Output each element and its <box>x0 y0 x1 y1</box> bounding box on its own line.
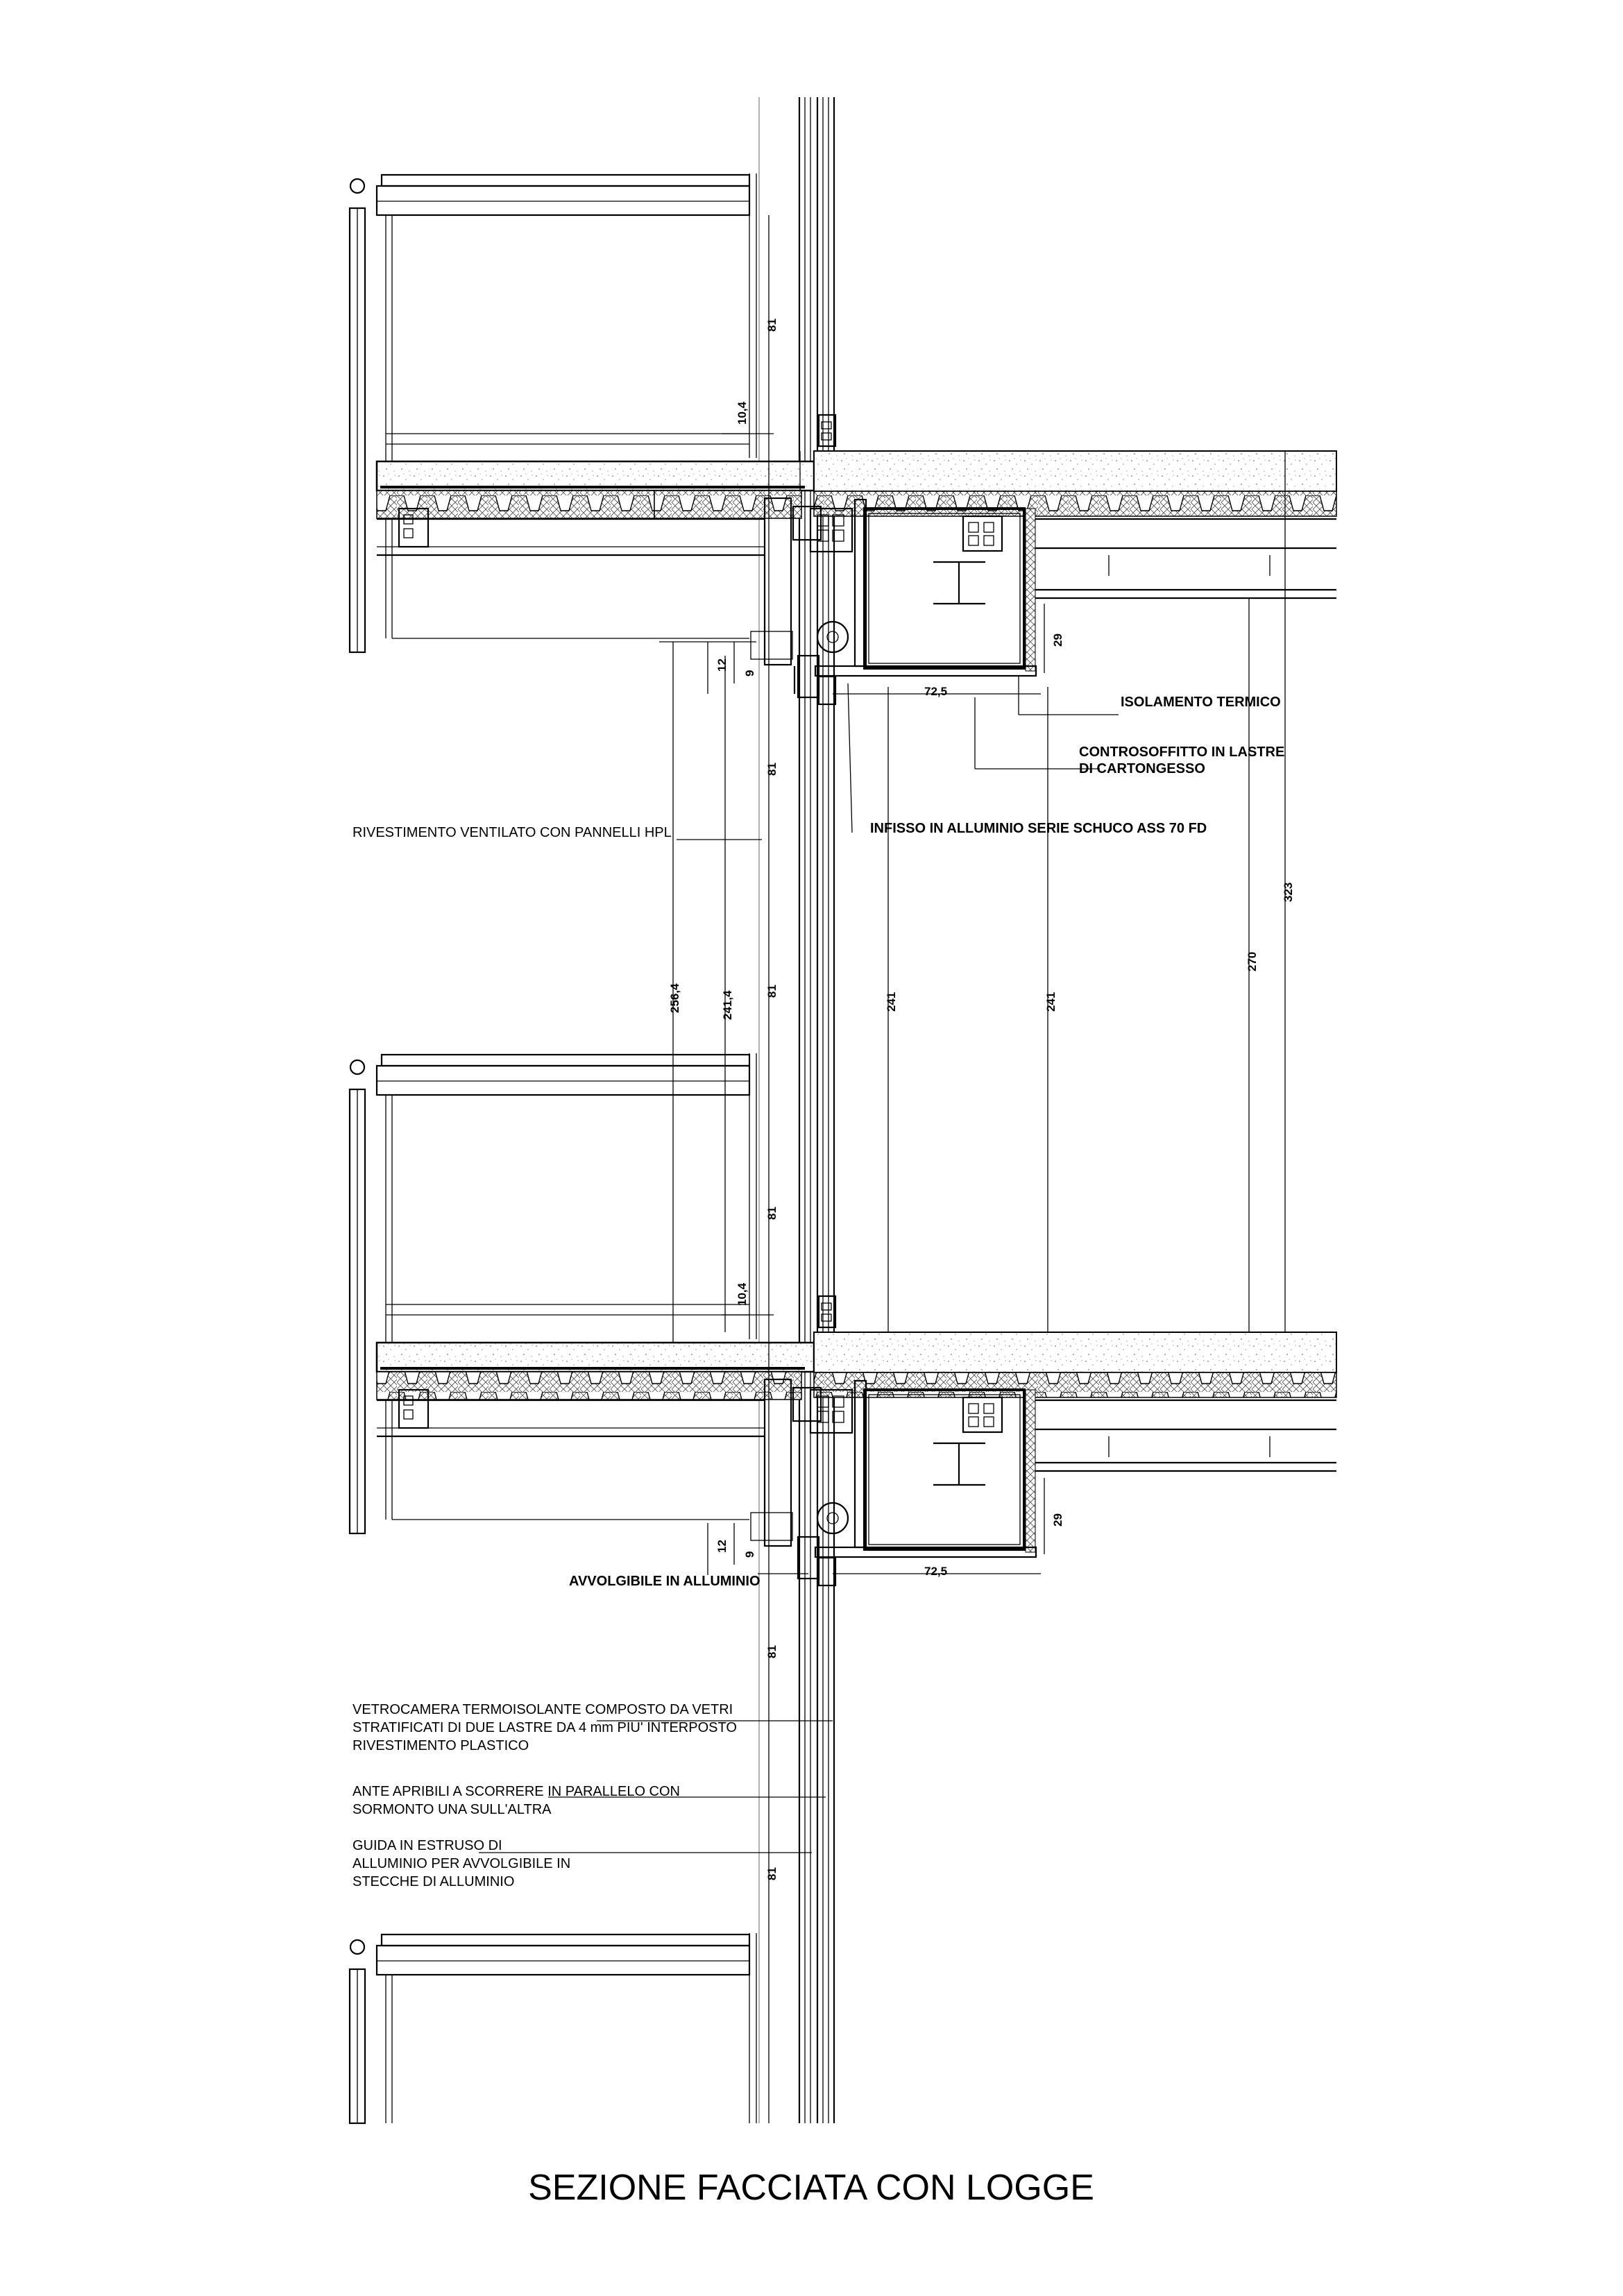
dim-81-b: 81 <box>765 763 779 776</box>
loggia-bay-middle <box>350 1053 1336 1585</box>
label-guida-line3: STECCHE DI ALLUMINIO <box>352 1874 515 1889</box>
dim-323: 323 <box>1282 882 1295 902</box>
loggia-bay-upper <box>350 173 1336 704</box>
label-controsoffitto-line2: DI CARTONGESSO <box>1079 761 1205 776</box>
label-isolamento-termico: ISOLAMENTO TERMICO <box>1121 695 1281 710</box>
drawing-title: SEZIONE FACCIATA CON LOGGE <box>528 2168 1094 2208</box>
dim-241-a: 241 <box>885 992 898 1012</box>
dim-256-4: 256,4 <box>668 983 681 1013</box>
dim-10-4-b: 10,4 <box>736 1282 749 1306</box>
label-ante-line2: SORMONTO UNA SULL'ALTRA <box>352 1802 552 1817</box>
dim-241-4: 241,4 <box>721 990 734 1020</box>
dim-81-e: 81 <box>765 1645 779 1658</box>
dim-9-b: 9 <box>743 1551 756 1558</box>
label-avvolgibile: AVVOLGIBILE IN ALLUMINIO <box>569 1574 760 1589</box>
loggia-bay-lower <box>350 1933 756 2123</box>
label-guida-line2: ALLUMINIO PER AVVOLGIBILE IN <box>352 1856 571 1871</box>
dim-29-b: 29 <box>1051 1513 1064 1527</box>
label-vetrocamera-line1: VETROCAMERA TERMOISOLANTE COMPOSTO DA VETRI <box>352 1702 733 1717</box>
dim-9-a: 9 <box>743 670 756 677</box>
label-controsoffitto-line1: CONTROSOFFITTO IN LASTRE <box>1079 745 1285 760</box>
dim-81-f: 81 <box>765 1867 779 1880</box>
label-guida-line1: GUIDA IN ESTRUSO DI <box>352 1838 502 1853</box>
dim-10-4-a: 10,4 <box>736 401 749 425</box>
facade-glazing-lines <box>759 97 834 2123</box>
dim-29-a: 29 <box>1051 633 1064 647</box>
label-ante-line1: ANTE APRIBILI A SCORRERE IN PARALLELO CON <box>352 1784 681 1799</box>
label-vetrocamera-line3: RIVESTIMENTO PLASTICO <box>352 1738 529 1753</box>
dim-12-a: 12 <box>715 658 729 672</box>
dim-81-c: 81 <box>765 985 779 998</box>
dim-72-5-b: 72,5 <box>924 1565 948 1578</box>
dim-270: 270 <box>1246 951 1259 971</box>
dim-12-b: 12 <box>715 1540 729 1553</box>
dim-241-b: 241 <box>1044 992 1057 1012</box>
label-rivestimento-hpl: RIVESTIMENTO VENTILATO CON PANNELLI HPL <box>352 825 672 840</box>
label-infisso-alluminio: INFISSO IN ALLUMINIO SERIE SCHUCO ASS 70 FD <box>870 821 1207 836</box>
dim-81-a: 81 <box>765 318 779 332</box>
label-vetrocamera-line2: STRATIFICATI DI DUE LASTRE DA 4 mm PIU' INTERPOSTO <box>352 1720 737 1735</box>
dim-72-5-a: 72,5 <box>924 685 948 698</box>
dim-81-d: 81 <box>765 1207 779 1220</box>
